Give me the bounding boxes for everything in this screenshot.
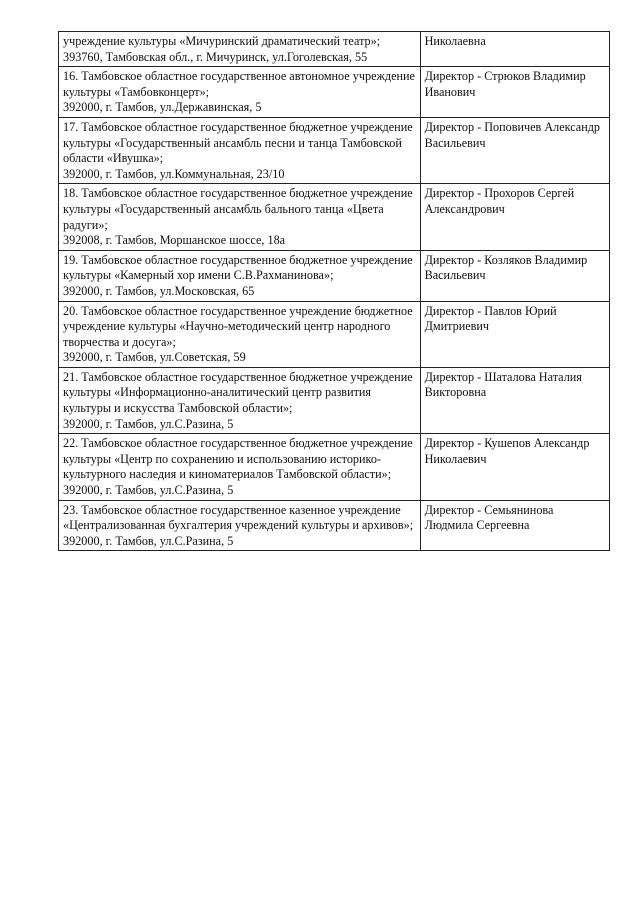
director-cell: Директор - Стрюков Владимир Иванович [420,67,609,118]
institutions-table-body [59,32,610,551]
director-cell: Директор - Шаталова Наталия Викторовна [420,367,609,433]
director-cell: Николаевна [420,32,609,67]
table-row [59,67,610,118]
organization-cell: 21. Тамбовское областное государственное бюджетное учреждение культуры «Информационно-аналитический центр развития культуры и искусства Тамбовской области»; 392000, г. Тамбов, ул.С.Разина, 5 [59,367,421,433]
director-cell: Директор - Семьянинова Людмила Сергеевна [420,500,609,551]
institutions-table [58,31,610,551]
director-cell: Директор - Павлов Юрий Дмитриевич [420,301,609,367]
table-row [59,434,610,500]
table-row [59,367,610,433]
organization-cell: 20. Тамбовское областное государственное учреждение бюджетное учреждение культуры «Научно-методический центр народного творчества и досуга»; 392000, г. Тамбов, ул.Советская, 59 [59,301,421,367]
table-row [59,500,610,551]
director-cell: Директор - Кушепов Александр Николаевич [420,434,609,500]
table-row [59,301,610,367]
director-cell: Директор - Прохоров Сергей Александрович [420,184,609,250]
organization-cell: 18. Тамбовское областное государственное бюджетное учреждение культуры «Государственный ансамбль бального танца «Цвета радуги»; 392008, г. Тамбов, Моршанское шоссе, 18а [59,184,421,250]
organization-cell: 16. Тамбовское областное государственное автономное учреждение культуры «Тамбовконцерт»; 392000, г. Тамбов, ул.Державинская, 5 [59,67,421,118]
organization-cell: учреждение культуры «Мичуринский драматический театр»; 393760, Тамбовская обл., г. Мичуринск, ул.Гоголевская, 55 [59,32,421,67]
organization-cell: 22. Тамбовское областное государственное бюджетное учреждение культуры «Центр по сохранению и использованию историко-культурного наследия и киноматериалов Тамбовской области»; 392000, г. Тамбов, ул.С.Разина, 5 [59,434,421,500]
table-row [59,184,610,250]
organization-cell: 17. Тамбовское областное государственное бюджетное учреждение культуры «Государственный ансамбль песни и танца Тамбовской области «Ивушка»; 392000, г. Тамбов, ул.Коммунальная, 23/10 [59,117,421,183]
director-cell: Директор - Поповичев Александр Васильевич [420,117,609,183]
table-row [59,250,610,301]
table-row [59,32,610,67]
organization-cell: 19. Тамбовское областное государственное бюджетное учреждение культуры «Камерный хор имени С.В.Рахманинова»; 392000, г. Тамбов, ул.Московская, 65 [59,250,421,301]
organization-cell: 23. Тамбовское областное государственное казенное учреждение «Централизованная бухгалтерия учреждений культуры и архивов»; 392000, г. Тамбов, ул.С.Разина, 5 [59,500,421,551]
table-row [59,117,610,183]
director-cell: Директор - Козляков Владимир Васильевич [420,250,609,301]
